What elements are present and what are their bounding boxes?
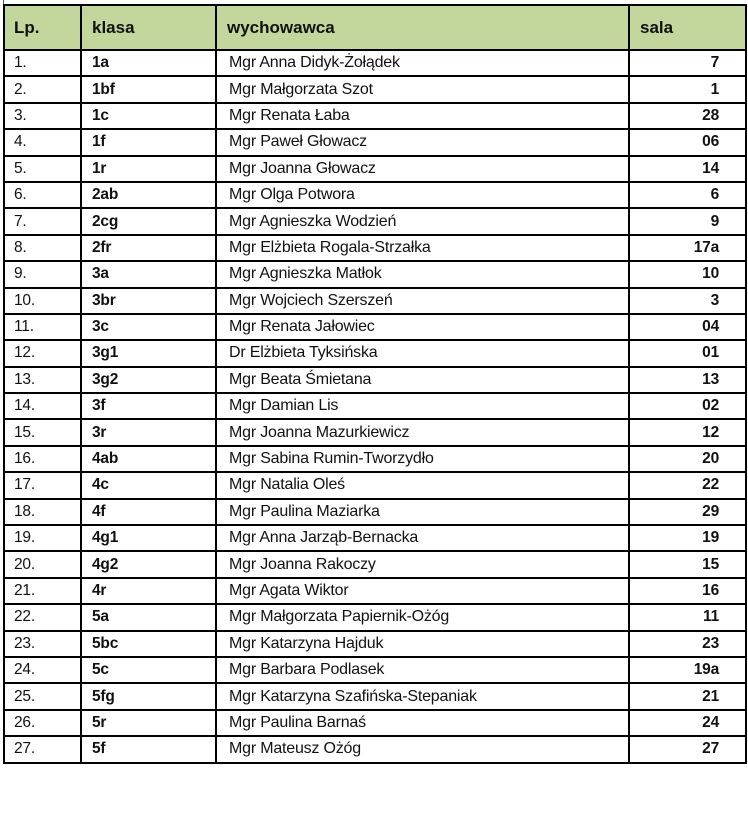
crop-top-strip (0, 0, 748, 4)
cell-lp: 22. (4, 604, 81, 630)
cell-lp: 9. (4, 261, 81, 287)
table-row (4, 710, 746, 736)
table-row (4, 446, 746, 472)
cell-klasa: 1f (81, 129, 216, 155)
cell-wychowawca: Mgr Joanna Rakoczy (216, 551, 629, 577)
cell-lp: 18. (4, 499, 81, 525)
table-row (4, 76, 746, 102)
cell-lp: 11. (4, 314, 81, 340)
table-row (4, 182, 746, 208)
table-row (4, 419, 746, 445)
cell-sala: 27 (629, 736, 746, 762)
cell-wychowawca: Mgr Małgorzata Papiernik-Ożóg (216, 604, 629, 630)
cell-klasa: 5bc (81, 631, 216, 657)
table-row (4, 50, 746, 76)
cell-sala: 16 (629, 578, 746, 604)
table-row (4, 736, 746, 762)
cell-wychowawca: Mgr Joanna Mazurkiewicz (216, 419, 629, 445)
table-row (4, 657, 746, 683)
cell-wychowawca: Mgr Katarzyna Szafińska-Stepaniak (216, 683, 629, 709)
cell-wychowawca: Mgr Olga Potwora (216, 182, 629, 208)
cell-wychowawca: Mgr Elżbieta Rogala-Strzałka (216, 235, 629, 261)
cell-wychowawca: Mgr Joanna Głowacz (216, 156, 629, 182)
cell-wychowawca: Mgr Paulina Maziarka (216, 499, 629, 525)
cell-lp: 4. (4, 129, 81, 155)
column-header-wychowawca: wychowawca (216, 5, 629, 50)
cell-wychowawca: Mgr Małgorzata Szot (216, 76, 629, 102)
cell-lp: 14. (4, 393, 81, 419)
cell-sala: 6 (629, 182, 746, 208)
cell-klasa: 2fr (81, 235, 216, 261)
cell-wychowawca: Mgr Renata Łaba (216, 103, 629, 129)
table-row (4, 261, 746, 287)
cell-klasa: 3br (81, 288, 216, 314)
cell-klasa: 5a (81, 604, 216, 630)
cell-lp: 26. (4, 710, 81, 736)
cell-klasa: 5c (81, 657, 216, 683)
cell-lp: 21. (4, 578, 81, 604)
cell-klasa: 3c (81, 314, 216, 340)
cell-wychowawca: Mgr Mateusz Ożóg (216, 736, 629, 762)
cell-klasa: 4r (81, 578, 216, 604)
cell-lp: 17. (4, 472, 81, 498)
cell-lp: 19. (4, 525, 81, 551)
cell-sala: 9 (629, 208, 746, 234)
cell-sala: 7 (629, 50, 746, 76)
cell-lp: 6. (4, 182, 81, 208)
column-header-sala: sala (629, 5, 746, 50)
cell-lp: 10. (4, 288, 81, 314)
column-header-lp: Lp. (4, 5, 81, 50)
cell-sala: 17a (629, 235, 746, 261)
cell-lp: 24. (4, 657, 81, 683)
table-row (4, 551, 746, 577)
cell-lp: 20. (4, 551, 81, 577)
cell-sala: 11 (629, 604, 746, 630)
cell-lp: 23. (4, 631, 81, 657)
cell-klasa: 4c (81, 472, 216, 498)
cell-sala: 1 (629, 76, 746, 102)
cell-sala: 10 (629, 261, 746, 287)
table-row (4, 393, 746, 419)
cell-lp: 16. (4, 446, 81, 472)
cell-wychowawca: Mgr Agnieszka Wodzień (216, 208, 629, 234)
cell-sala: 29 (629, 499, 746, 525)
cell-wychowawca: Mgr Wojciech Szerszeń (216, 288, 629, 314)
table-row (4, 525, 746, 551)
table-body (4, 50, 746, 763)
cell-lp: 15. (4, 419, 81, 445)
crop-border-artifact (3, 0, 4, 4)
cell-sala: 24 (629, 710, 746, 736)
cell-wychowawca: Dr Elżbieta Tyksińska (216, 340, 629, 366)
cell-sala: 21 (629, 683, 746, 709)
cell-klasa: 3a (81, 261, 216, 287)
cell-wychowawca: Mgr Paulina Barnaś (216, 710, 629, 736)
header-row (4, 5, 746, 50)
cell-sala: 19 (629, 525, 746, 551)
cell-klasa: 1c (81, 103, 216, 129)
cell-wychowawca: Mgr Agata Wiktor (216, 578, 629, 604)
cell-klasa: 3r (81, 419, 216, 445)
cell-lp: 25. (4, 683, 81, 709)
cell-klasa: 4g1 (81, 525, 216, 551)
cell-wychowawca: Mgr Agnieszka Matłok (216, 261, 629, 287)
cell-wychowawca: Mgr Katarzyna Hajduk (216, 631, 629, 657)
table-row (4, 156, 746, 182)
cell-lp: 3. (4, 103, 81, 129)
cell-klasa: 4g2 (81, 551, 216, 577)
cell-klasa: 5r (81, 710, 216, 736)
cell-wychowawca: Mgr Paweł Głowacz (216, 129, 629, 155)
cell-wychowawca: Mgr Sabina Rumin-Tworzydło (216, 446, 629, 472)
cell-wychowawca: Mgr Barbara Podlasek (216, 657, 629, 683)
table-row (4, 208, 746, 234)
cell-sala: 13 (629, 367, 746, 393)
cell-wychowawca: Mgr Anna Didyk-Żołądek (216, 50, 629, 76)
cell-wychowawca: Mgr Beata Śmietana (216, 367, 629, 393)
cell-lp: 7. (4, 208, 81, 234)
cell-sala: 14 (629, 156, 746, 182)
cell-klasa: 2ab (81, 182, 216, 208)
table-row (4, 314, 746, 340)
cell-klasa: 1bf (81, 76, 216, 102)
cell-lp: 27. (4, 736, 81, 762)
cell-sala: 19a (629, 657, 746, 683)
cell-klasa: 3g1 (81, 340, 216, 366)
table-row (4, 499, 746, 525)
table-header (4, 5, 746, 50)
table-row (4, 367, 746, 393)
cell-sala: 02 (629, 393, 746, 419)
table-row (4, 235, 746, 261)
table-row (4, 604, 746, 630)
cell-lp: 12. (4, 340, 81, 366)
cell-sala: 01 (629, 340, 746, 366)
cell-klasa: 2cg (81, 208, 216, 234)
table-row (4, 340, 746, 366)
cell-sala: 04 (629, 314, 746, 340)
cell-klasa: 1r (81, 156, 216, 182)
cell-sala: 23 (629, 631, 746, 657)
cell-lp: 8. (4, 235, 81, 261)
table-row (4, 103, 746, 129)
cell-klasa: 1a (81, 50, 216, 76)
cell-sala: 22 (629, 472, 746, 498)
table-row (4, 631, 746, 657)
cell-klasa: 4f (81, 499, 216, 525)
cell-lp: 13. (4, 367, 81, 393)
cell-sala: 12 (629, 419, 746, 445)
class-teacher-room-table (3, 4, 747, 764)
cell-lp: 1. (4, 50, 81, 76)
table-row (4, 578, 746, 604)
table-row (4, 129, 746, 155)
cell-lp: 2. (4, 76, 81, 102)
cell-lp: 5. (4, 156, 81, 182)
cell-sala: 28 (629, 103, 746, 129)
cell-sala: 06 (629, 129, 746, 155)
cell-klasa: 5fg (81, 683, 216, 709)
cell-sala: 20 (629, 446, 746, 472)
cell-sala: 3 (629, 288, 746, 314)
cell-klasa: 5f (81, 736, 216, 762)
table-row (4, 472, 746, 498)
cell-klasa: 4ab (81, 446, 216, 472)
cell-klasa: 3g2 (81, 367, 216, 393)
table-row (4, 683, 746, 709)
cell-klasa: 3f (81, 393, 216, 419)
table-row (4, 288, 746, 314)
cell-wychowawca: Mgr Renata Jałowiec (216, 314, 629, 340)
cell-wychowawca: Mgr Natalia Oleś (216, 472, 629, 498)
column-header-klasa: klasa (81, 5, 216, 50)
cell-sala: 15 (629, 551, 746, 577)
cell-wychowawca: Mgr Damian Lis (216, 393, 629, 419)
cell-wychowawca: Mgr Anna Jarząb-Bernacka (216, 525, 629, 551)
